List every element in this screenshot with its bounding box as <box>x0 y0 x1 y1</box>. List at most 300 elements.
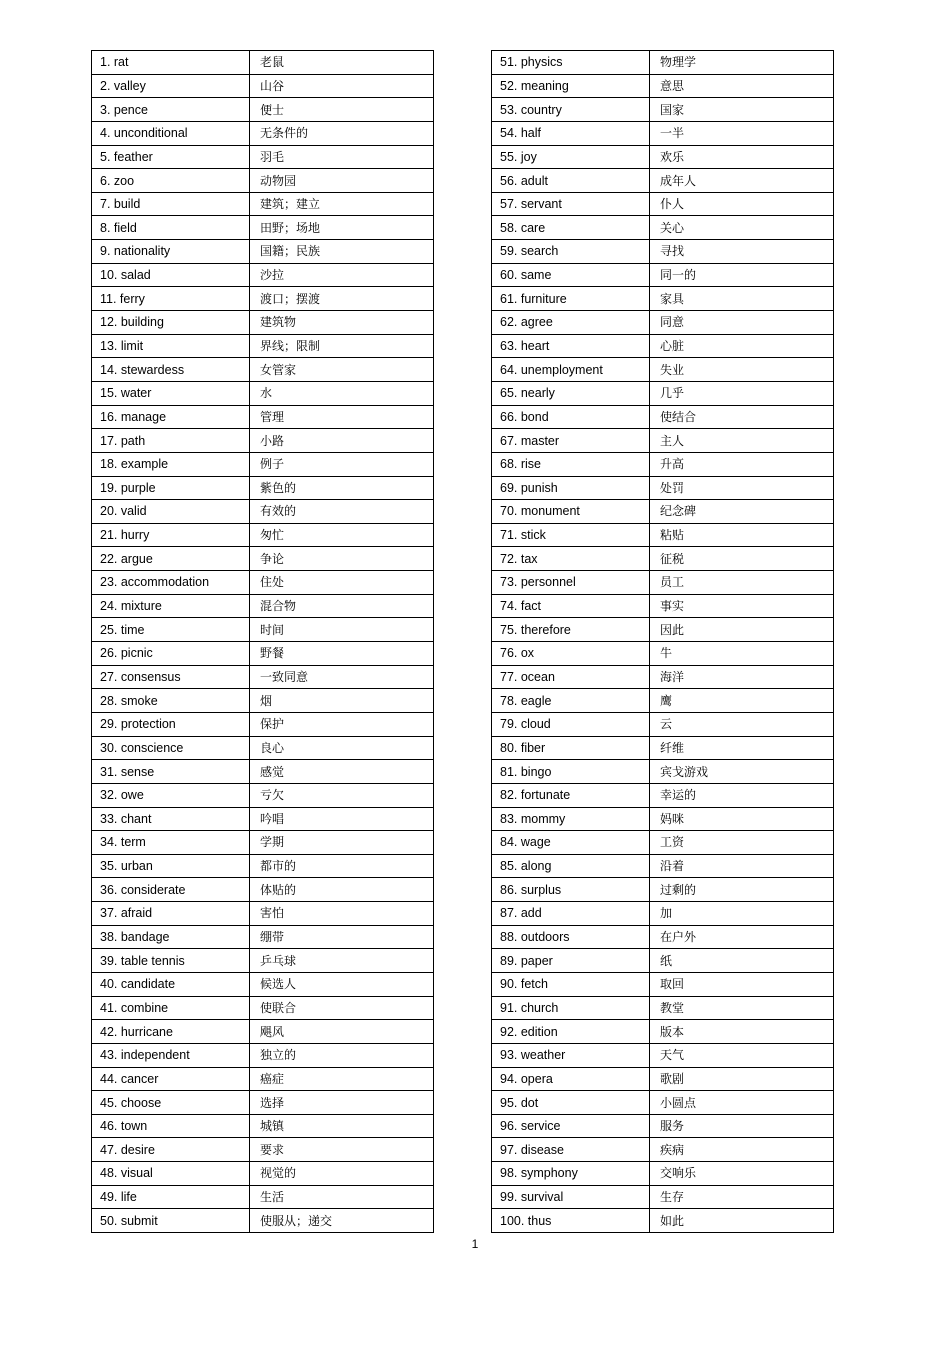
chinese-meaning: 服务 <box>650 1114 834 1138</box>
chinese-meaning: 同意 <box>650 311 834 335</box>
english-word: 82. fortunate <box>492 783 650 807</box>
chinese-meaning: 要求 <box>250 1138 434 1162</box>
table-row <box>492 807 834 831</box>
english-word: 70. monument <box>492 500 650 524</box>
chinese-meaning: 飓风 <box>250 1020 434 1044</box>
table-row <box>492 121 834 145</box>
english-word: 32. owe <box>92 783 250 807</box>
english-word: 7. build <box>92 192 250 216</box>
english-word: 52. meaning <box>492 74 650 98</box>
chinese-meaning: 疾病 <box>650 1138 834 1162</box>
english-word: 57. servant <box>492 192 650 216</box>
chinese-meaning: 争论 <box>250 547 434 571</box>
english-word: 12. building <box>92 311 250 335</box>
table-row <box>492 1067 834 1091</box>
table-row <box>492 972 834 996</box>
chinese-meaning: 亏欠 <box>250 783 434 807</box>
english-word: 1. rat <box>92 51 250 75</box>
table-row <box>492 594 834 618</box>
chinese-meaning: 征税 <box>650 547 834 571</box>
table-row <box>92 594 434 618</box>
chinese-meaning: 紫色的 <box>250 476 434 500</box>
table-row <box>92 1185 434 1209</box>
english-word: 16. manage <box>92 405 250 429</box>
english-word: 40. candidate <box>92 972 250 996</box>
english-word: 13. limit <box>92 334 250 358</box>
table-row <box>492 996 834 1020</box>
chinese-meaning: 寻找 <box>650 240 834 264</box>
table-row <box>92 547 434 571</box>
table-row <box>492 74 834 98</box>
chinese-meaning: 一半 <box>650 121 834 145</box>
chinese-meaning: 一致同意 <box>250 665 434 689</box>
chinese-meaning: 吟唱 <box>250 807 434 831</box>
table-row <box>92 500 434 524</box>
english-word: 31. sense <box>92 760 250 784</box>
chinese-meaning: 物理学 <box>650 51 834 75</box>
table-row <box>492 949 834 973</box>
chinese-meaning: 城镇 <box>250 1114 434 1138</box>
chinese-meaning: 纸 <box>650 949 834 973</box>
chinese-meaning: 使结合 <box>650 405 834 429</box>
english-word: 44. cancer <box>92 1067 250 1091</box>
english-word: 81. bingo <box>492 760 650 784</box>
english-word: 46. town <box>92 1114 250 1138</box>
table-row <box>92 334 434 358</box>
chinese-meaning: 牛 <box>650 642 834 666</box>
english-word: 92. edition <box>492 1020 650 1044</box>
table-row <box>492 240 834 264</box>
chinese-meaning: 田野；场地 <box>250 216 434 240</box>
english-word: 8. field <box>92 216 250 240</box>
chinese-meaning: 例子 <box>250 452 434 476</box>
table-row <box>492 500 834 524</box>
english-word: 99. survival <box>492 1185 650 1209</box>
english-word: 60. same <box>492 263 650 287</box>
table-row <box>92 240 434 264</box>
english-word: 56. adult <box>492 169 650 193</box>
chinese-meaning: 成年人 <box>650 169 834 193</box>
vocab-table-right <box>491 50 834 1233</box>
table-row <box>92 311 434 335</box>
table-row <box>492 98 834 122</box>
english-word: 58. care <box>492 216 650 240</box>
chinese-meaning: 小圆点 <box>650 1091 834 1115</box>
english-word: 75. therefore <box>492 618 650 642</box>
table-row <box>92 618 434 642</box>
table-row <box>92 121 434 145</box>
chinese-meaning: 鹰 <box>650 689 834 713</box>
chinese-meaning: 国籍；民族 <box>250 240 434 264</box>
english-word: 14. stewardess <box>92 358 250 382</box>
chinese-meaning: 独立的 <box>250 1043 434 1067</box>
chinese-meaning: 妈咪 <box>650 807 834 831</box>
english-word: 66. bond <box>492 405 650 429</box>
table-row <box>92 1043 434 1067</box>
english-word: 3. pence <box>92 98 250 122</box>
chinese-meaning: 员工 <box>650 571 834 595</box>
chinese-meaning: 建筑；建立 <box>250 192 434 216</box>
chinese-meaning: 失业 <box>650 358 834 382</box>
chinese-meaning: 选择 <box>250 1091 434 1115</box>
english-word: 88. outdoors <box>492 925 650 949</box>
table-row <box>492 1209 834 1233</box>
chinese-meaning: 关心 <box>650 216 834 240</box>
chinese-meaning: 家具 <box>650 287 834 311</box>
table-row <box>92 736 434 760</box>
english-word: 97. disease <box>492 1138 650 1162</box>
chinese-meaning: 处罚 <box>650 476 834 500</box>
english-word: 67. master <box>492 429 650 453</box>
english-word: 61. furniture <box>492 287 650 311</box>
english-word: 90. fetch <box>492 972 650 996</box>
chinese-meaning: 管理 <box>250 405 434 429</box>
vocab-table-left-body <box>92 51 434 1233</box>
table-row <box>492 263 834 287</box>
chinese-meaning: 宾戈游戏 <box>650 760 834 784</box>
english-word: 73. personnel <box>492 571 650 595</box>
table-row <box>92 902 434 926</box>
english-word: 64. unemployment <box>492 358 650 382</box>
table-row <box>492 831 834 855</box>
english-word: 38. bandage <box>92 925 250 949</box>
table-row <box>92 1114 434 1138</box>
english-word: 15. water <box>92 381 250 405</box>
table-row <box>92 878 434 902</box>
chinese-meaning: 有效的 <box>250 500 434 524</box>
table-row <box>92 192 434 216</box>
english-word: 22. argue <box>92 547 250 571</box>
english-word: 23. accommodation <box>92 571 250 595</box>
english-word: 76. ox <box>492 642 650 666</box>
english-word: 4. unconditional <box>92 121 250 145</box>
table-row <box>492 429 834 453</box>
english-word: 10. salad <box>92 263 250 287</box>
chinese-meaning: 小路 <box>250 429 434 453</box>
english-word: 89. paper <box>492 949 650 973</box>
chinese-meaning: 学期 <box>250 831 434 855</box>
chinese-meaning: 纤维 <box>650 736 834 760</box>
english-word: 69. punish <box>492 476 650 500</box>
english-word: 96. service <box>492 1114 650 1138</box>
chinese-meaning: 歌剧 <box>650 1067 834 1091</box>
table-row <box>92 972 434 996</box>
chinese-meaning: 视觉的 <box>250 1162 434 1186</box>
english-word: 62. agree <box>492 311 650 335</box>
chinese-meaning: 心脏 <box>650 334 834 358</box>
table-row <box>492 925 834 949</box>
chinese-meaning: 住处 <box>250 571 434 595</box>
english-word: 28. smoke <box>92 689 250 713</box>
chinese-meaning: 主人 <box>650 429 834 453</box>
chinese-meaning: 工资 <box>650 831 834 855</box>
table-row <box>492 547 834 571</box>
english-word: 74. fact <box>492 594 650 618</box>
chinese-meaning: 国家 <box>650 98 834 122</box>
chinese-meaning: 加 <box>650 902 834 926</box>
english-word: 18. example <box>92 452 250 476</box>
english-word: 68. rise <box>492 452 650 476</box>
chinese-meaning: 感觉 <box>250 760 434 784</box>
english-word: 21. hurry <box>92 523 250 547</box>
chinese-meaning: 动物园 <box>250 169 434 193</box>
chinese-meaning: 使联合 <box>250 996 434 1020</box>
english-word: 9. nationality <box>92 240 250 264</box>
english-word: 78. eagle <box>492 689 650 713</box>
table-row <box>492 760 834 784</box>
chinese-meaning: 建筑物 <box>250 311 434 335</box>
table-row <box>92 1067 434 1091</box>
vocab-table-right-body <box>492 51 834 1233</box>
chinese-meaning: 版本 <box>650 1020 834 1044</box>
english-word: 41. combine <box>92 996 250 1020</box>
english-word: 47. desire <box>92 1138 250 1162</box>
table-row <box>492 1091 834 1115</box>
english-word: 94. opera <box>492 1067 650 1091</box>
english-word: 35. urban <box>92 854 250 878</box>
table-row <box>492 878 834 902</box>
table-row <box>92 216 434 240</box>
table-row <box>92 1209 434 1233</box>
chinese-meaning: 生活 <box>250 1185 434 1209</box>
table-row <box>492 571 834 595</box>
chinese-meaning: 老鼠 <box>250 51 434 75</box>
table-row <box>492 216 834 240</box>
english-word: 37. afraid <box>92 902 250 926</box>
chinese-meaning: 因此 <box>650 618 834 642</box>
english-word: 20. valid <box>92 500 250 524</box>
english-word: 48. visual <box>92 1162 250 1186</box>
chinese-meaning: 候选人 <box>250 972 434 996</box>
table-row <box>92 74 434 98</box>
chinese-meaning: 界线；限制 <box>250 334 434 358</box>
english-word: 24. mixture <box>92 594 250 618</box>
chinese-meaning: 水 <box>250 381 434 405</box>
chinese-meaning: 体贴的 <box>250 878 434 902</box>
chinese-meaning: 幸运的 <box>650 783 834 807</box>
table-row <box>492 452 834 476</box>
chinese-meaning: 几乎 <box>650 381 834 405</box>
english-word: 84. wage <box>492 831 650 855</box>
table-row <box>92 452 434 476</box>
table-row <box>492 287 834 311</box>
table-row <box>492 145 834 169</box>
english-word: 25. time <box>92 618 250 642</box>
table-row <box>492 476 834 500</box>
chinese-meaning: 害怕 <box>250 902 434 926</box>
chinese-meaning: 沿着 <box>650 854 834 878</box>
table-row <box>492 1020 834 1044</box>
chinese-meaning: 事实 <box>650 594 834 618</box>
english-word: 29. protection <box>92 712 250 736</box>
english-word: 30. conscience <box>92 736 250 760</box>
table-row <box>492 358 834 382</box>
chinese-meaning: 如此 <box>650 1209 834 1233</box>
page-number: 1 <box>471 1237 479 1251</box>
chinese-meaning: 交响乐 <box>650 1162 834 1186</box>
chinese-meaning: 同一的 <box>650 263 834 287</box>
table-row <box>92 712 434 736</box>
english-word: 86. surplus <box>492 878 650 902</box>
table-row <box>92 854 434 878</box>
english-word: 71. stick <box>492 523 650 547</box>
chinese-meaning: 时间 <box>250 618 434 642</box>
table-row <box>92 665 434 689</box>
english-word: 53. country <box>492 98 650 122</box>
chinese-meaning: 烟 <box>250 689 434 713</box>
table-row <box>492 381 834 405</box>
english-word: 91. church <box>492 996 650 1020</box>
chinese-meaning: 绷带 <box>250 925 434 949</box>
table-row <box>92 807 434 831</box>
table-row <box>92 476 434 500</box>
chinese-meaning: 意思 <box>650 74 834 98</box>
english-word: 63. heart <box>492 334 650 358</box>
english-word: 72. tax <box>492 547 650 571</box>
chinese-meaning: 过剩的 <box>650 878 834 902</box>
table-row <box>92 263 434 287</box>
table-row <box>492 1185 834 1209</box>
chinese-meaning: 欢乐 <box>650 145 834 169</box>
table-row <box>92 760 434 784</box>
table-row <box>492 1162 834 1186</box>
chinese-meaning: 使服从；递交 <box>250 1209 434 1233</box>
english-word: 33. chant <box>92 807 250 831</box>
english-word: 85. along <box>492 854 650 878</box>
table-row <box>492 523 834 547</box>
english-word: 83. mommy <box>492 807 650 831</box>
table-row <box>92 51 434 75</box>
english-word: 19. purple <box>92 476 250 500</box>
table-row <box>92 98 434 122</box>
chinese-meaning: 升高 <box>650 452 834 476</box>
english-word: 54. half <box>492 121 650 145</box>
chinese-meaning: 羽毛 <box>250 145 434 169</box>
table-row <box>492 51 834 75</box>
table-row <box>92 1138 434 1162</box>
table-row <box>492 311 834 335</box>
table-row <box>492 783 834 807</box>
english-word: 95. dot <box>492 1091 650 1115</box>
english-word: 79. cloud <box>492 712 650 736</box>
chinese-meaning: 癌症 <box>250 1067 434 1091</box>
chinese-meaning: 教堂 <box>650 996 834 1020</box>
table-row <box>92 523 434 547</box>
english-word: 36. considerate <box>92 878 250 902</box>
english-word: 6. zoo <box>92 169 250 193</box>
table-row <box>492 618 834 642</box>
table-row <box>92 1020 434 1044</box>
chinese-meaning: 海洋 <box>650 665 834 689</box>
table-row <box>492 169 834 193</box>
chinese-meaning: 良心 <box>250 736 434 760</box>
chinese-meaning: 匆忙 <box>250 523 434 547</box>
table-row <box>492 405 834 429</box>
table-row <box>92 831 434 855</box>
english-word: 17. path <box>92 429 250 453</box>
chinese-meaning: 云 <box>650 712 834 736</box>
table-row <box>492 642 834 666</box>
chinese-meaning: 仆人 <box>650 192 834 216</box>
english-word: 42. hurricane <box>92 1020 250 1044</box>
chinese-meaning: 沙拉 <box>250 263 434 287</box>
chinese-meaning: 无条件的 <box>250 121 434 145</box>
table-row <box>92 949 434 973</box>
chinese-meaning: 混合物 <box>250 594 434 618</box>
table-row <box>92 145 434 169</box>
table-row <box>492 712 834 736</box>
english-word: 45. choose <box>92 1091 250 1115</box>
table-row <box>492 854 834 878</box>
table-row <box>92 1162 434 1186</box>
chinese-meaning: 生存 <box>650 1185 834 1209</box>
table-row <box>92 287 434 311</box>
english-word: 43. independent <box>92 1043 250 1067</box>
english-word: 65. nearly <box>492 381 650 405</box>
table-row <box>92 996 434 1020</box>
english-word: 77. ocean <box>492 665 650 689</box>
table-row <box>492 192 834 216</box>
table-row <box>92 169 434 193</box>
table-row <box>92 925 434 949</box>
chinese-meaning: 女管家 <box>250 358 434 382</box>
vocab-table-left <box>91 50 434 1233</box>
table-row <box>492 1138 834 1162</box>
english-word: 39. table tennis <box>92 949 250 973</box>
english-word: 93. weather <box>492 1043 650 1067</box>
english-word: 59. search <box>492 240 650 264</box>
table-row <box>92 381 434 405</box>
english-word: 87. add <box>492 902 650 926</box>
english-word: 34. term <box>92 831 250 855</box>
table-row <box>492 334 834 358</box>
english-word: 49. life <box>92 1185 250 1209</box>
english-word: 55. joy <box>492 145 650 169</box>
chinese-meaning: 纪念碑 <box>650 500 834 524</box>
table-row <box>92 642 434 666</box>
table-row <box>492 689 834 713</box>
table-row <box>492 736 834 760</box>
chinese-meaning: 粘贴 <box>650 523 834 547</box>
english-word: 27. consensus <box>92 665 250 689</box>
chinese-meaning: 取回 <box>650 972 834 996</box>
english-word: 5. feather <box>92 145 250 169</box>
table-row <box>92 358 434 382</box>
table-row <box>92 405 434 429</box>
table-row <box>92 689 434 713</box>
english-word: 98. symphony <box>492 1162 650 1186</box>
chinese-meaning: 山谷 <box>250 74 434 98</box>
english-word: 11. ferry <box>92 287 250 311</box>
english-word: 80. fiber <box>492 736 650 760</box>
chinese-meaning: 野餐 <box>250 642 434 666</box>
english-word: 100. thus <box>492 1209 650 1233</box>
english-word: 2. valley <box>92 74 250 98</box>
english-word: 50. submit <box>92 1209 250 1233</box>
chinese-meaning: 都市的 <box>250 854 434 878</box>
chinese-meaning: 便士 <box>250 98 434 122</box>
table-row <box>92 1091 434 1115</box>
chinese-meaning: 乒乓球 <box>250 949 434 973</box>
table-row <box>92 783 434 807</box>
chinese-meaning: 保护 <box>250 712 434 736</box>
table-row <box>92 571 434 595</box>
table-row <box>492 902 834 926</box>
chinese-meaning: 在户外 <box>650 925 834 949</box>
chinese-meaning: 天气 <box>650 1043 834 1067</box>
table-row <box>92 429 434 453</box>
table-row <box>492 1114 834 1138</box>
